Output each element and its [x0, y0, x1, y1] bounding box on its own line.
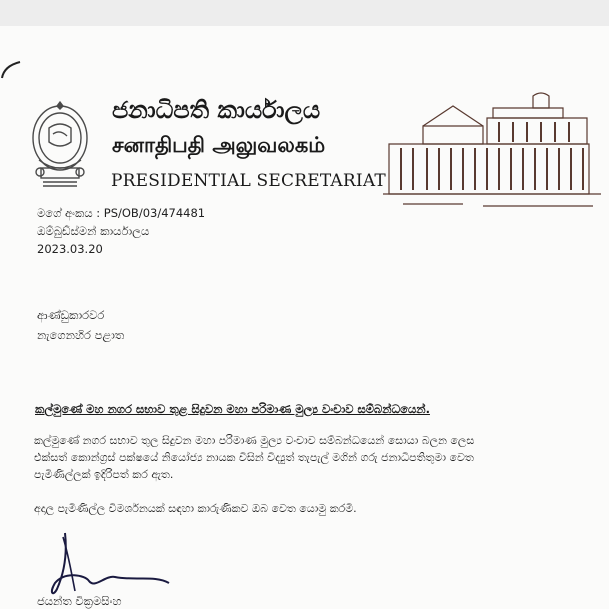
sri-lanka-emblem-icon — [29, 98, 91, 190]
recipient-province: නැගෙනහිර පළාත — [37, 328, 125, 342]
letter-subject: කල්මුණේ මහ නගර සභාව තුළ සිදුවන මහා පරිමාණ මුල්‍ය වංචාව සම්බන්ධයෙන්. — [35, 402, 430, 416]
letter-date: 2023.03.20 — [37, 242, 103, 256]
org-name-sinhala: ජනාධිපති කාර්යාලය — [112, 96, 321, 124]
body-line-1: කල්මුණේ නගර සභාව තුල සිදුවන මහා පරිමාණ මුල්‍ය වංචාව සම්බන්ධයෙන් සොයා බලන ලෙස — [34, 434, 475, 447]
body-line-3: පැමිණිල්ලක් ඉදිරිපත් කර ඇත. — [34, 468, 174, 481]
reference-number: මගේ අංකය : PS/OB/03/474481 — [37, 206, 206, 220]
body-paragraph-2: අදාල පැමිණිල්ල විමර්ශනයක් සඳහා කාරුණිකව ඔබ වෙත යොමු කරමි. — [34, 502, 357, 515]
org-name-english: PRESIDENTIAL SECRETARIAT — [111, 171, 386, 191]
pen-mark-icon — [0, 56, 22, 80]
org-name-tamil: சனாதிபதி அலுவலகம் — [112, 133, 326, 157]
body-line-2: එක්සත් කොන්ග්‍රස් පක්ෂයේ නියෝජ්‍ය නායක විසින් විද්‍යුත් තැපැල් මගින් ගරු ජනාධිපතිතුමා වෙත — [34, 451, 474, 464]
letter-page — [0, 26, 609, 609]
handwritten-signature — [45, 531, 175, 601]
recipient-title: ආණ්ඩුකාරවර — [37, 308, 105, 322]
signer-name: ජයන්ත වික්‍රමසිංහ — [37, 594, 122, 608]
reference-office: ඔම්බුඩ්ස්මන් කාර්යාලය — [37, 224, 150, 238]
presidential-secretariat-building-sketch — [383, 86, 601, 216]
